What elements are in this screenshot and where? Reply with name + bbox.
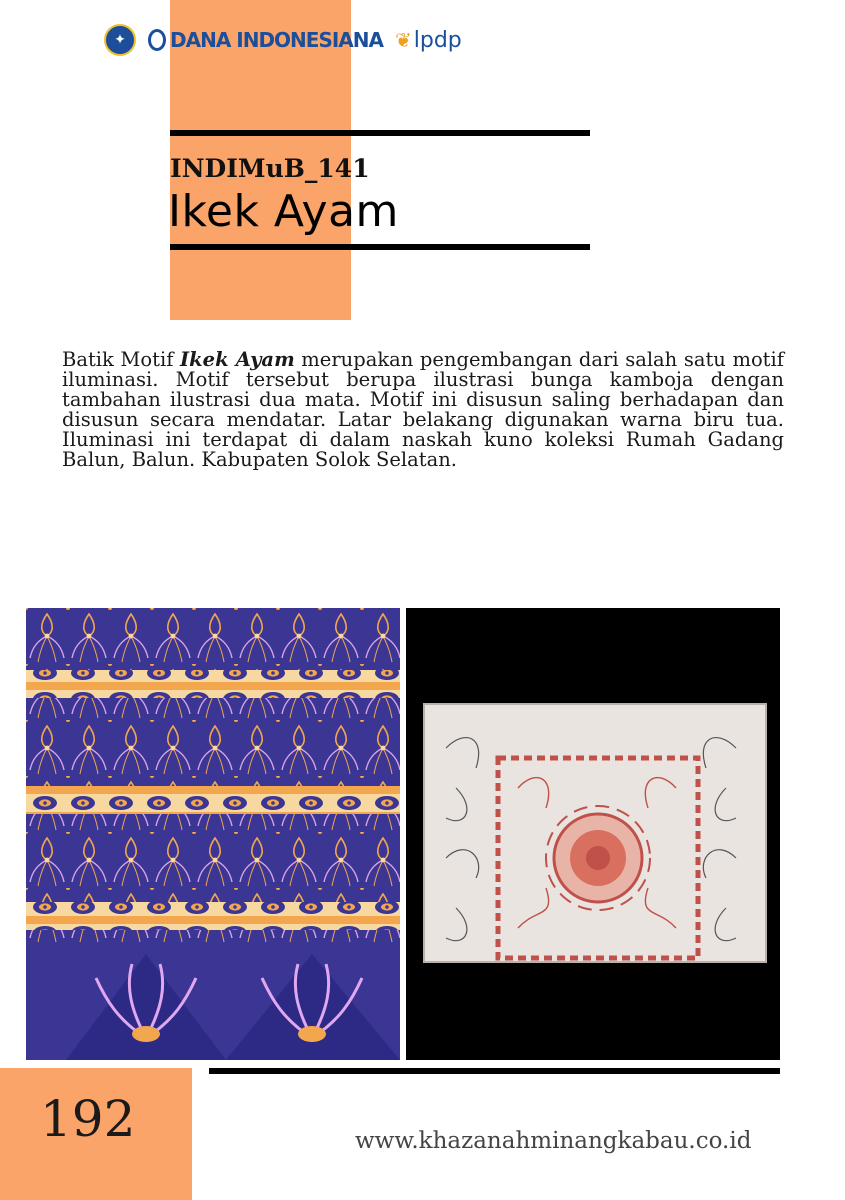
footer-rule — [209, 1068, 780, 1074]
dana-indonesiana-icon — [148, 29, 166, 51]
batik-motif-image — [26, 608, 400, 1060]
page-number: 192 — [40, 1090, 136, 1148]
description-body: merupakan pengembangan dari salah satu motif iluminasi. Motif tersebut berupa ilustrasi bunga kamboja dengan tambahan ilustrasi dua mata. Motif ini disusun saling berhadapan dan disusun secara mendatar. Latar belakang digunakan warna biru tua. Iluminasi ini terdapat di dalam naskah kuno koleksi Rumah Gadang Balun, Balun. Kabupaten Solok Selatan. — [62, 347, 784, 471]
entry-title: Ikek Ayam — [168, 186, 399, 237]
entry-code: INDIMuB_141 — [170, 154, 370, 183]
description-motif-name: Ikek Ayam — [180, 347, 295, 371]
description-paragraph — [62, 347, 784, 471]
kemdikbud-logo-icon: ✦ — [104, 24, 136, 56]
lpdp-flame-icon: ❦ — [394, 28, 412, 52]
dana-indonesiana-text: DANA INDONESIANA — [170, 28, 383, 52]
dana-indonesiana-logo — [148, 28, 383, 52]
website-url: www.khazanahminangkabau.co.id — [355, 1128, 752, 1154]
title-bottom-rule — [170, 244, 590, 250]
lpdp-logo — [395, 28, 462, 53]
title-top-rule — [170, 130, 590, 136]
lpdp-text: lpdp — [413, 27, 462, 53]
header-logos — [104, 22, 462, 58]
description-lead: Batik Motif — [62, 347, 181, 371]
manuscript-illumination-image — [406, 608, 780, 1060]
